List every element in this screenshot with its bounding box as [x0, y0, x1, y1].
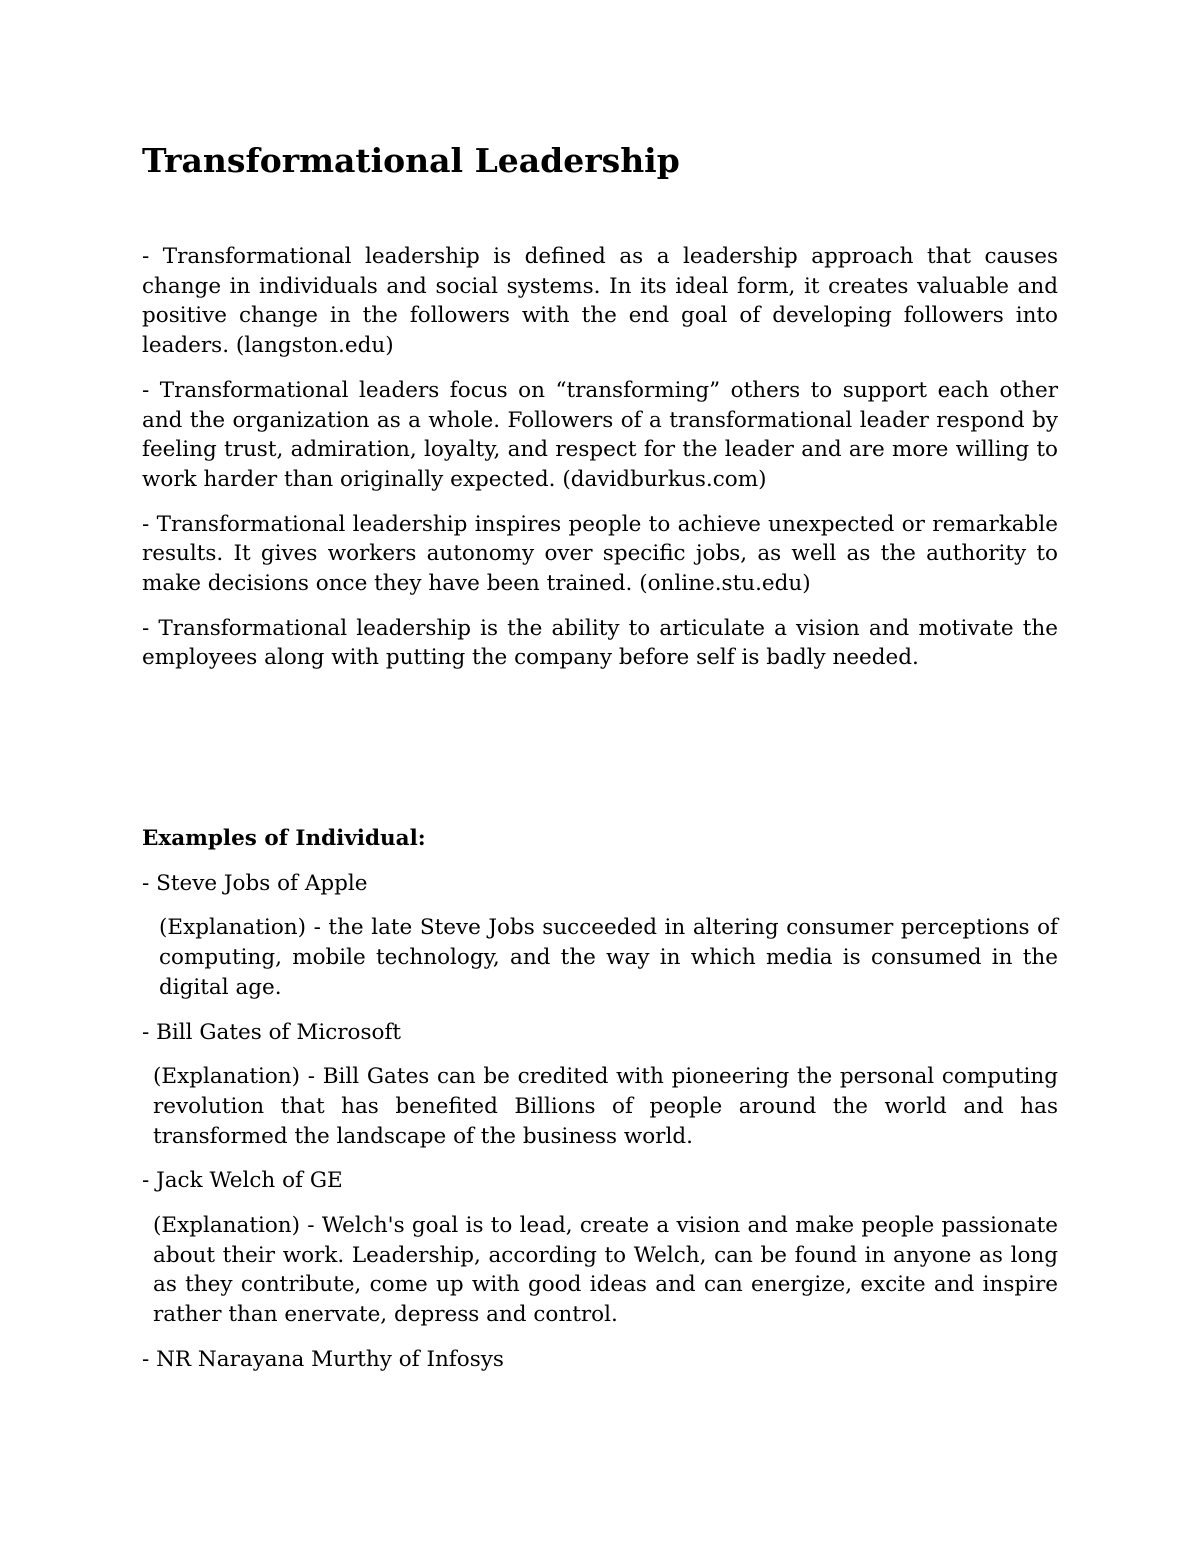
examples-heading: Examples of Individual: — [142, 826, 426, 851]
example-explanation: (Explanation) - Welch's goal is to lead, create a vision and make people passionate about their work. Leadership, according to Welch, can be found in anyone as long as they contribute, come up with good ideas and can energize, excite and inspire rather than enervate, depress and control. — [153, 1213, 1058, 1328]
example-name: - NR Narayana Murthy of Infosys — [142, 1346, 504, 1372]
example-explanation: (Explanation) - the late Steve Jobs succeeded in altering consumer perceptions of computing, mobile technology, and the way in which media is consumed in the digital age. — [159, 915, 1058, 1000]
example-explanation: (Explanation) - Bill Gates can be credited with pioneering the personal computing revolution that has benefited Billions of people around the world and has transformed the landscape of the business world. — [153, 1064, 1058, 1149]
example-name: - Bill Gates of Microsoft — [142, 1019, 402, 1045]
document-title: Transformational Leadership — [142, 141, 680, 180]
definitions-section — [142, 242, 1058, 688]
definition-paragraph: - Transformational leadership inspires people to achieve unexpected or remarkable results. It gives workers autonomy over specific jobs, as well as the authority to make decisions once they have been trained. (online.stu.edu) — [142, 511, 1058, 597]
definition-paragraph: - Transformational leaders focus on “transforming” others to support each other and the organization as a whole. Followers of a transformational leader respond by feeling trust, admiration, loyalty, and respect for the leader and are more willing to work harder than originally expected. (davidburkus.com) — [142, 377, 1058, 492]
example-name: - Steve Jobs of Apple — [142, 870, 368, 896]
examples-section — [142, 824, 1058, 1390]
example-name: - Jack Welch of GE — [142, 1168, 343, 1194]
definition-paragraph: - Transformational leadership is defined as a leadership approach that causes change in individuals and social systems. In its ideal form, it creates valuable and positive change in the followers with the end goal of developing followers into leaders. (langston.edu) — [142, 244, 1058, 359]
definition-paragraph: - Transformational leadership is the ability to articulate a vision and motivate the employees along with putting the company before self is badly needed. — [142, 615, 1058, 671]
